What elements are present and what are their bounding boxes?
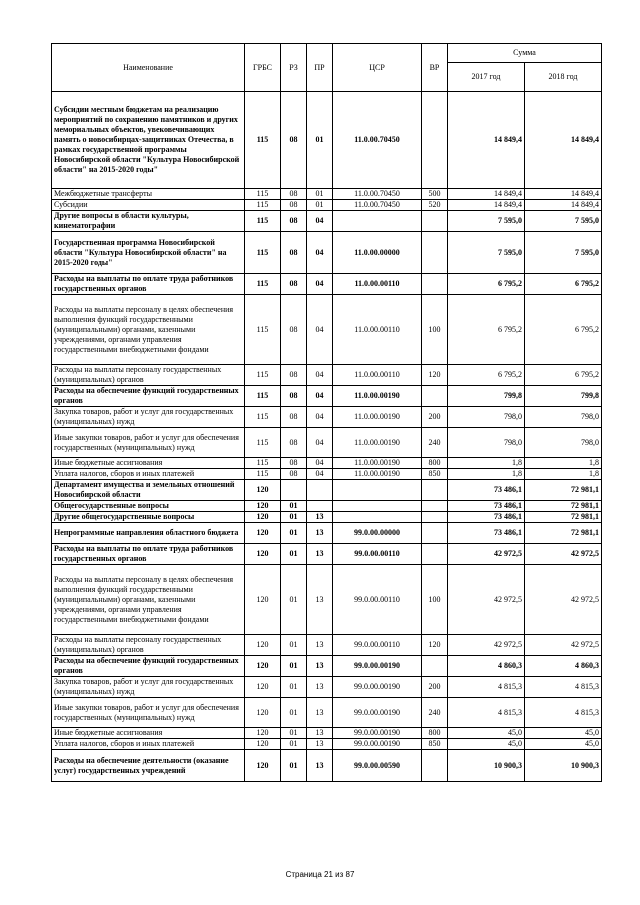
cell-pr: 01 [307,92,333,189]
cell-vr [422,512,448,523]
cell-sum-2018: 7 595,0 [525,211,602,232]
cell-pr [307,501,333,512]
header-rz: РЗ [281,44,307,92]
cell-sum-2018: 42 972,5 [525,565,602,635]
budget-table [51,43,602,782]
table-row [52,189,602,200]
cell-csr: 99.0.00.00110 [333,544,422,565]
cell-sum-2017: 1,8 [448,458,525,469]
cell-grbs: 120 [245,544,281,565]
cell-rz: 08 [281,469,307,480]
cell-sum-2018: 45,0 [525,728,602,739]
header-sum: Сумма [448,44,602,63]
cell-name: Иные закупки товаров, работ и услуг для обеспечения государственных (муниципальных) нужд [52,428,245,458]
cell-csr: 99.0.00.00110 [333,635,422,656]
cell-grbs: 115 [245,295,281,365]
cell-name: Другие общегосударственные вопросы [52,512,245,523]
cell-sum-2018: 72 981,1 [525,501,602,512]
cell-pr: 13 [307,677,333,698]
header-pr: ПР [307,44,333,92]
cell-grbs: 115 [245,92,281,189]
cell-grbs: 120 [245,565,281,635]
cell-rz: 08 [281,428,307,458]
cell-vr: 800 [422,728,448,739]
cell-sum-2017: 799,8 [448,386,525,407]
cell-csr: 99.0.00.00190 [333,698,422,728]
cell-pr: 04 [307,295,333,365]
cell-vr [422,211,448,232]
cell-vr: 240 [422,428,448,458]
cell-grbs: 120 [245,728,281,739]
table-row [52,677,602,698]
cell-grbs: 115 [245,469,281,480]
cell-csr: 99.0.00.00190 [333,739,422,750]
cell-sum-2018: 4 860,3 [525,656,602,677]
cell-sum-2018: 45,0 [525,739,602,750]
header-grbs: ГРБС [245,44,281,92]
cell-sum-2017: 14 849,4 [448,189,525,200]
cell-grbs: 115 [245,407,281,428]
cell-grbs: 120 [245,512,281,523]
cell-rz: 08 [281,295,307,365]
cell-grbs: 115 [245,274,281,295]
cell-sum-2017: 14 849,4 [448,92,525,189]
cell-name: Иные бюджетные ассигнования [52,458,245,469]
cell-grbs: 115 [245,458,281,469]
cell-sum-2017: 6 795,2 [448,295,525,365]
cell-sum-2017: 4 815,3 [448,677,525,698]
cell-csr: 11.0.00.70450 [333,92,422,189]
cell-sum-2017: 4 860,3 [448,656,525,677]
cell-rz: 01 [281,501,307,512]
cell-name: Государственная программа Новосибирской области "Культура Новосибирской области" на 2015-2020 годы" [52,232,245,274]
cell-name: Расходы на выплаты персоналу государственных (муниципальных) органов [52,365,245,386]
table-row [52,750,602,782]
cell-sum-2017: 798,0 [448,407,525,428]
cell-pr: 04 [307,211,333,232]
cell-sum-2017: 73 486,1 [448,501,525,512]
cell-pr: 13 [307,728,333,739]
cell-csr: 11.0.00.00000 [333,232,422,274]
table-row [52,428,602,458]
page-footer: Страница 21 из 87 [285,870,355,879]
cell-name: Расходы на выплаты персоналу государственных (муниципальных) органов [52,635,245,656]
table-row [52,728,602,739]
cell-vr [422,92,448,189]
cell-sum-2018: 42 972,5 [525,635,602,656]
table-row [52,295,602,365]
table-row [52,501,602,512]
cell-vr [422,274,448,295]
cell-grbs: 115 [245,365,281,386]
table-row [52,544,602,565]
cell-pr [307,480,333,501]
cell-csr: 11.0.00.70450 [333,200,422,211]
cell-vr: 200 [422,407,448,428]
cell-csr: 11.0.00.00110 [333,365,422,386]
cell-name: Закупка товаров, работ и услуг для государственных (муниципальных) нужд [52,677,245,698]
cell-vr [422,544,448,565]
cell-vr: 520 [422,200,448,211]
cell-sum-2018: 6 795,2 [525,365,602,386]
cell-name: Уплата налогов, сборов и иных платежей [52,739,245,750]
table-row [52,365,602,386]
cell-csr: 99.0.00.00590 [333,750,422,782]
cell-name: Расходы на выплаты персоналу в целях обеспечения выполнения функций государственными (муниципальными) органами, казенными учреждениями, органами управления государственными внебюджетными фондами [52,295,245,365]
cell-rz: 01 [281,656,307,677]
cell-pr: 04 [307,428,333,458]
cell-csr: 11.0.00.00190 [333,386,422,407]
cell-name: Расходы на выплаты персоналу в целях обеспечения выполнения функций государственными (муниципальными) органами, казенными учреждениями, органами управления государственными внебюджетными фондами [52,565,245,635]
cell-sum-2017: 73 486,1 [448,480,525,501]
table-row [52,512,602,523]
table-row [52,656,602,677]
table-row [52,480,602,501]
cell-csr: 11.0.00.70450 [333,189,422,200]
cell-vr: 850 [422,739,448,750]
cell-grbs: 120 [245,480,281,501]
cell-pr: 13 [307,512,333,523]
cell-sum-2017: 42 972,5 [448,565,525,635]
cell-rz: 01 [281,523,307,544]
cell-csr: 99.0.00.00110 [333,565,422,635]
cell-pr: 13 [307,523,333,544]
cell-sum-2018: 72 981,1 [525,480,602,501]
cell-rz: 08 [281,200,307,211]
cell-sum-2017: 7 595,0 [448,211,525,232]
header-2018: 2018 год [525,63,602,92]
cell-pr: 13 [307,698,333,728]
cell-name: Общегосударственные вопросы [52,501,245,512]
cell-rz: 08 [281,407,307,428]
table-row [52,458,602,469]
cell-csr: 11.0.00.00190 [333,458,422,469]
cell-sum-2017: 798,0 [448,428,525,458]
header-vr: ВР [422,44,448,92]
cell-vr: 850 [422,469,448,480]
table-row [52,386,602,407]
cell-rz: 01 [281,512,307,523]
cell-sum-2018: 4 815,3 [525,677,602,698]
cell-name: Расходы на выплаты по оплате труда работников государственных органов [52,274,245,295]
table-row [52,469,602,480]
cell-rz: 08 [281,189,307,200]
cell-name: Департамент имущества и земельных отношений Новосибирской области [52,480,245,501]
cell-vr [422,501,448,512]
cell-sum-2017: 6 795,2 [448,365,525,386]
cell-csr: 11.0.00.00190 [333,428,422,458]
cell-sum-2017: 10 900,3 [448,750,525,782]
cell-rz: 01 [281,739,307,750]
cell-csr [333,501,422,512]
cell-name: Расходы на обеспечение функций государственных органов [52,656,245,677]
cell-grbs: 115 [245,211,281,232]
cell-sum-2018: 14 849,4 [525,189,602,200]
cell-csr: 99.0.00.00190 [333,656,422,677]
cell-pr: 04 [307,386,333,407]
table-row [52,739,602,750]
cell-name: Субсидии [52,200,245,211]
header-2017: 2017 год [448,63,525,92]
table-row [52,211,602,232]
cell-name: Расходы на обеспечение функций государственных органов [52,386,245,407]
cell-sum-2018: 1,8 [525,469,602,480]
header-name: Наименование [52,44,245,92]
table-row [52,635,602,656]
table-row [52,92,602,189]
cell-name: Иные бюджетные ассигнования [52,728,245,739]
cell-csr: 11.0.00.00190 [333,469,422,480]
cell-csr: 99.0.00.00000 [333,523,422,544]
cell-pr: 04 [307,469,333,480]
cell-pr: 04 [307,458,333,469]
cell-sum-2017: 14 849,4 [448,200,525,211]
cell-rz: 01 [281,565,307,635]
cell-sum-2017: 4 815,3 [448,698,525,728]
cell-sum-2018: 1,8 [525,458,602,469]
cell-name: Субсидии местным бюджетам на реализацию мероприятий по сохранению памятников и других мемориальных объектов, увековечивающих память о новосибирцах-защитниках Отечества, в рамках государственной программы Новосибирской области "Культура Новосибирской области" на 2015-2020 годы" [52,92,245,189]
table-row [52,523,602,544]
cell-name: Непрограммные направления областного бюджета [52,523,245,544]
cell-sum-2017: 73 486,1 [448,512,525,523]
cell-vr [422,386,448,407]
cell-pr: 04 [307,232,333,274]
cell-grbs: 120 [245,523,281,544]
cell-rz: 01 [281,635,307,656]
cell-name: Расходы на выплаты по оплате труда работников государственных органов [52,544,245,565]
cell-sum-2018: 14 849,4 [525,200,602,211]
cell-sum-2018: 798,0 [525,428,602,458]
table-row [52,232,602,274]
cell-sum-2018: 799,8 [525,386,602,407]
cell-csr: 99.0.00.00190 [333,728,422,739]
cell-sum-2018: 4 815,3 [525,698,602,728]
cell-vr: 120 [422,365,448,386]
cell-sum-2018: 6 795,2 [525,295,602,365]
cell-vr: 240 [422,698,448,728]
cell-pr: 13 [307,656,333,677]
cell-csr: 11.0.00.00110 [333,274,422,295]
cell-name: Межбюджетные трансферты [52,189,245,200]
cell-pr: 01 [307,200,333,211]
cell-sum-2017: 1,8 [448,469,525,480]
cell-csr [333,211,422,232]
cell-vr [422,232,448,274]
cell-grbs: 115 [245,200,281,211]
cell-rz: 08 [281,232,307,274]
cell-pr: 13 [307,565,333,635]
cell-name: Расходы на обеспечение деятельности (оказание услуг) государственных учреждений [52,750,245,782]
cell-csr: 11.0.00.00110 [333,295,422,365]
table-row [52,698,602,728]
cell-pr: 04 [307,407,333,428]
cell-vr: 120 [422,635,448,656]
cell-sum-2018: 42 972,5 [525,544,602,565]
cell-grbs: 115 [245,189,281,200]
cell-rz: 01 [281,728,307,739]
cell-pr: 13 [307,739,333,750]
table-row [52,407,602,428]
cell-pr: 04 [307,274,333,295]
cell-sum-2018: 798,0 [525,407,602,428]
cell-grbs: 115 [245,232,281,274]
cell-sum-2017: 42 972,5 [448,635,525,656]
cell-pr: 13 [307,544,333,565]
cell-sum-2018: 7 595,0 [525,232,602,274]
cell-rz: 01 [281,544,307,565]
cell-name: Закупка товаров, работ и услуг для государственных (муниципальных) нужд [52,407,245,428]
cell-sum-2018: 6 795,2 [525,274,602,295]
cell-name: Другие вопросы в области культуры, кинематографии [52,211,245,232]
cell-pr: 01 [307,189,333,200]
cell-grbs: 115 [245,428,281,458]
cell-csr: 99.0.00.00190 [333,677,422,698]
cell-vr: 200 [422,677,448,698]
cell-grbs: 120 [245,698,281,728]
cell-rz: 08 [281,92,307,189]
cell-rz: 08 [281,458,307,469]
cell-vr [422,480,448,501]
cell-sum-2017: 45,0 [448,728,525,739]
cell-rz: 08 [281,211,307,232]
header-csr: ЦСР [333,44,422,92]
cell-sum-2017: 6 795,2 [448,274,525,295]
cell-rz: 01 [281,750,307,782]
cell-sum-2018: 10 900,3 [525,750,602,782]
cell-rz [281,480,307,501]
cell-sum-2017: 42 972,5 [448,544,525,565]
cell-grbs: 120 [245,750,281,782]
cell-sum-2018: 72 981,1 [525,523,602,544]
cell-csr: 11.0.00.00190 [333,407,422,428]
table-row [52,200,602,211]
cell-pr: 04 [307,365,333,386]
cell-rz: 01 [281,677,307,698]
cell-rz: 01 [281,698,307,728]
cell-vr: 800 [422,458,448,469]
cell-vr [422,656,448,677]
cell-grbs: 120 [245,739,281,750]
cell-grbs: 120 [245,635,281,656]
cell-sum-2017: 73 486,1 [448,523,525,544]
cell-sum-2017: 7 595,0 [448,232,525,274]
table-row [52,274,602,295]
table-row [52,565,602,635]
cell-grbs: 120 [245,501,281,512]
cell-rz: 08 [281,274,307,295]
cell-vr: 500 [422,189,448,200]
cell-csr [333,480,422,501]
cell-sum-2017: 45,0 [448,739,525,750]
cell-grbs: 120 [245,656,281,677]
cell-rz: 08 [281,386,307,407]
cell-vr: 100 [422,565,448,635]
cell-name: Уплата налогов, сборов и иных платежей [52,469,245,480]
cell-name: Иные закупки товаров, работ и услуг для обеспечения государственных (муниципальных) нужд [52,698,245,728]
cell-sum-2018: 72 981,1 [525,512,602,523]
cell-grbs: 120 [245,677,281,698]
cell-pr: 13 [307,750,333,782]
cell-vr [422,750,448,782]
cell-sum-2018: 14 849,4 [525,92,602,189]
cell-csr [333,512,422,523]
cell-rz: 08 [281,365,307,386]
cell-pr: 13 [307,635,333,656]
cell-vr [422,523,448,544]
cell-vr: 100 [422,295,448,365]
cell-grbs: 115 [245,386,281,407]
